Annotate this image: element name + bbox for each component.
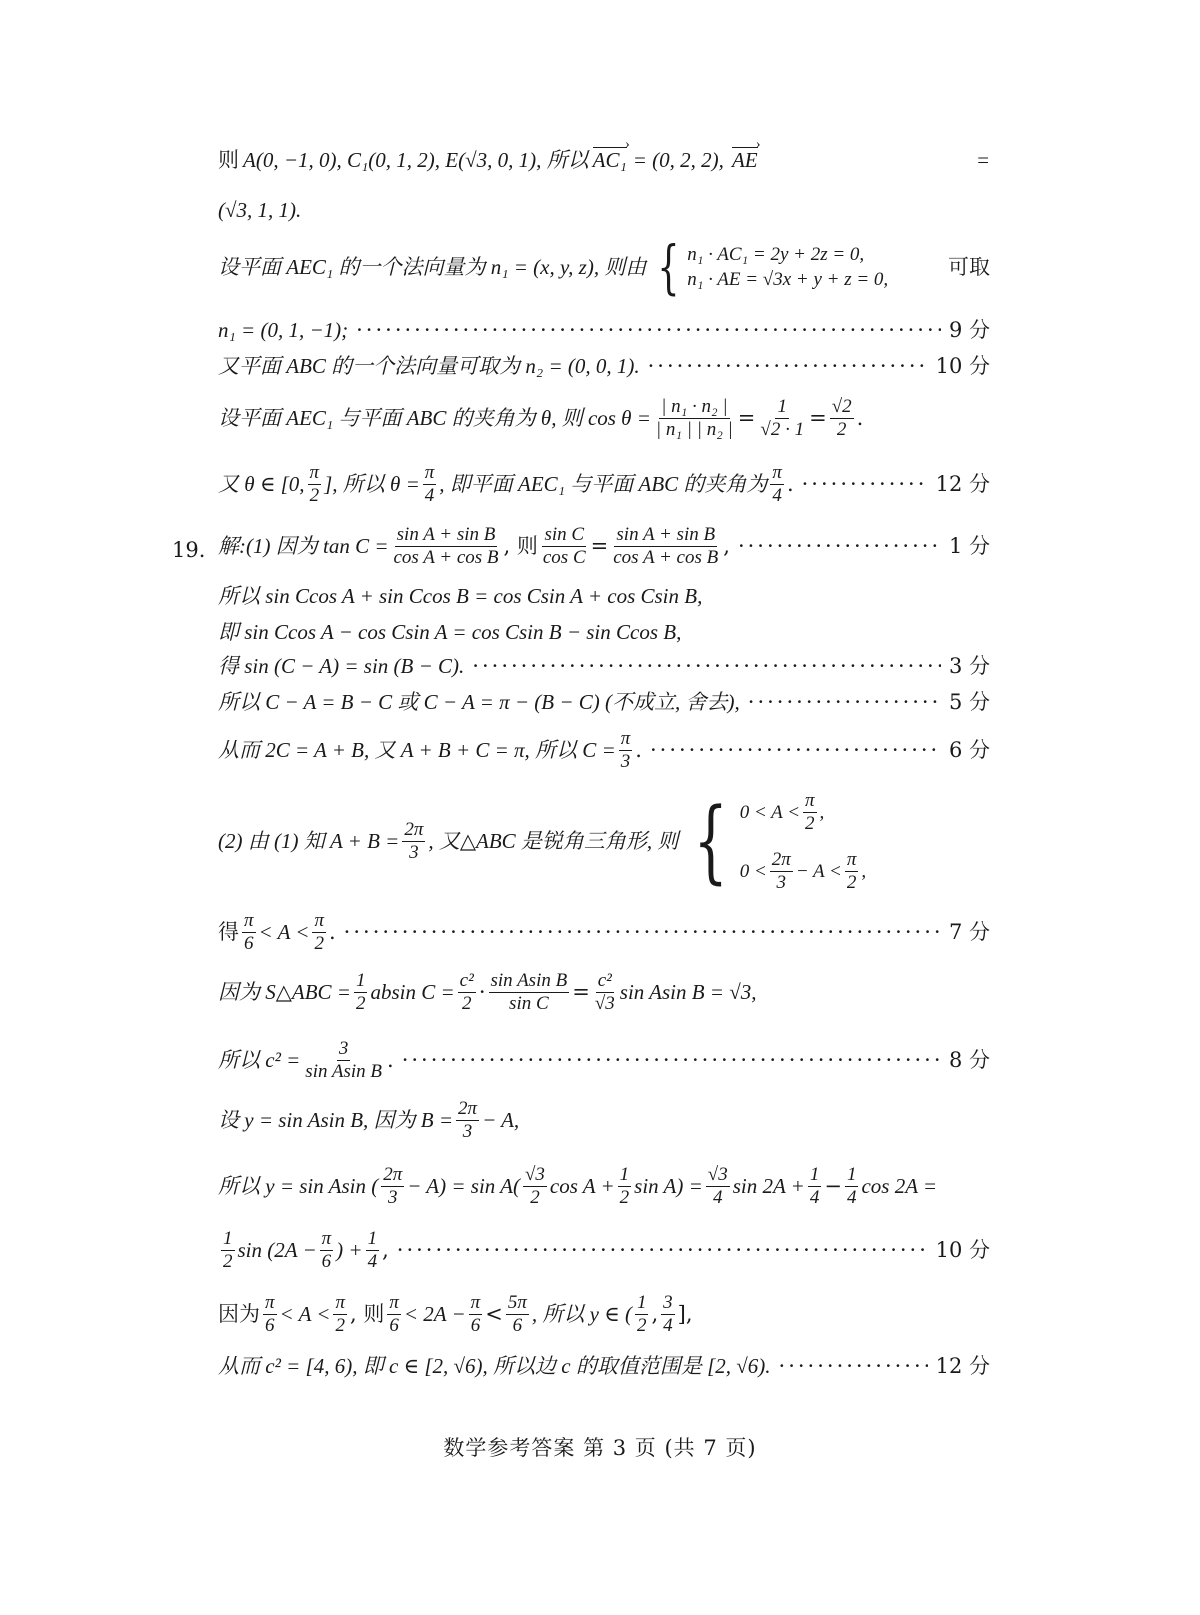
fraction: $\frac{√3}{2}$ [524,1164,545,1208]
fraction: $\frac{1}{4}$ [846,1164,857,1208]
score: 6 分 [948,737,990,762]
text: , [651,1301,659,1326]
text: , 则 [503,533,538,558]
text: 则 [218,148,239,172]
line-19-4 [218,656,990,677]
score: 5 分 [948,690,990,714]
score: 3 分 [948,654,990,678]
fraction: $\frac{2\pi}{3}$ [458,1098,478,1142]
text: sin 2A + [732,1173,805,1198]
text: 所以 y = sin Asin ( [218,1173,379,1198]
page-footer: 数学参考答案 第 3 页 (共 7 页) [443,1436,757,1460]
text: sin Asin B = √3, [619,979,757,1004]
text: − A) = sin A( [407,1173,520,1198]
line-normal-vector [218,233,990,301]
score: 10 分 [935,1237,990,1262]
text: cos A + [549,1173,615,1198]
score: 8 分 [948,1047,990,1072]
line-n1 [218,320,990,341]
inequality-2: 0 < $\frac{2\pi}{3}$ − A < $\frac{\pi}{2}$ , [739,848,867,893]
leader-dots [344,922,941,943]
fraction: $\frac{1}{2}$ [619,1164,630,1208]
inequality-system [682,790,866,893]
fraction: $\frac{\text{c²}}{√3}$ [594,970,615,1014]
line-c-range [218,1356,990,1377]
vector-ac1: AC₁ › [593,150,627,171]
text: cos 2A = [861,1173,938,1198]
text: , 又△ABC 是锐角三角形, 则 [428,829,679,854]
score: 7 分 [948,919,990,944]
fraction: $\frac{2\pi}{3}$ [404,819,424,864]
fraction: $\frac{\text{sin Asin B}}{\text{sin C}}$ [490,970,568,1014]
equals: = [975,148,990,172]
line-set-y [218,1098,990,1143]
text: ], 所以 θ = [324,471,420,496]
fraction: $\frac{\text{sin A + sin B}}{\text{cos A + cos B}}$ [393,524,499,568]
fraction: $\frac{\pi}{4}$ [424,462,435,506]
fraction: $\frac{√2}{2}$ [831,396,852,440]
text: − [824,1173,842,1198]
score: 9 分 [948,318,990,342]
text: 设平面 AEC₁ 的一个法向量为 n₁ = (x, y, z), 则由 [218,254,647,279]
fraction: $\frac{\pi}{2}$ [335,1292,345,1336]
leader-dots [738,536,941,557]
equals: = [809,405,827,430]
fraction: $\frac{1}{2}$ [223,1228,233,1272]
text: 所以 sin Ccos A + sin Ccos B = cos Csin A + cos Csin B, [218,584,703,608]
equation-1: n₁ · AC₁ = 2y + 2z = 0, [687,244,865,265]
line-angle-result: 又 θ ∈ [0, $\frac{\pi}{2}$ ], 所以 θ = $\frac{\pi}{4}$ , 即平面 AEC₁ 与平面 ABC 的夹角为 $\frac{\pi}{4}$ . ····· 12 分 [218,462,990,507]
text: − A, [482,1107,520,1132]
text: 设平面 AEC₁ 与平面 ABC 的夹角为 θ, 则 cos θ = [218,405,651,430]
leader-dots [648,356,928,377]
equation-system [650,233,889,301]
line-cos-theta: 设平面 AEC₁ 与平面 ABC 的夹角为 θ, 则 cos θ = $\frac{\text{| n₁ · n₂ |}}{\text{| n₁ | | n₂ |}}$ = $\frac{1}{√2 \cdot 1}$ = $\frac{√2}{2}$ . [218,396,864,440]
fraction: $\frac{\pi}{4}$ [772,462,782,506]
text: ) + [336,1237,363,1262]
leader-dots [402,1050,941,1071]
line-19-6: 从而 2C = A + B, 又 A + B + C = π, 所以 C = $\frac{\pi}{3}$ . ····· 6 分 [218,728,990,773]
leader-dots [397,1240,928,1261]
text: sin (2A − [237,1237,317,1262]
vector-value: = (0, 2, 2), [632,148,724,172]
line-19-3 [218,622,990,643]
fraction: $\frac{3}{\text{sin Asin B}}$ [305,1038,383,1082]
line-ae-value [218,200,990,221]
line-n2 [218,356,990,377]
score: 12 分 [935,1354,990,1378]
leader-dots [650,740,941,761]
line-19-part2 [218,790,990,893]
text: ], [677,1301,693,1326]
text: 解:(1) 因为 tan C = [218,533,389,558]
text: 得 sin (C − A) = sin (B − C). [218,654,465,678]
line-c-squared: 所以 c² = $\frac{3}{\text{sin Asin B}}$ . ····· 8 分 [218,1038,990,1083]
inequality-1: 0 < A < $\frac{\pi}{2}$ , [739,790,825,834]
fraction: $\frac{\pi}{6}$ [244,910,254,954]
equals: = [572,979,590,1004]
fraction: $\frac{\text{sin A + sin B}}{\text{cos A + cos B}}$ [613,524,719,568]
line-y-range [218,1292,990,1337]
text: 从而 2C = A + B, 又 A + B + C = π, 所以 C = [218,737,616,762]
fraction: $\frac{\pi}{6}$ [389,1292,399,1336]
line-area [218,970,990,1015]
line-19-2 [218,586,990,607]
fraction: $\frac{1}{2}$ [355,970,366,1014]
line-coordinates [218,150,990,171]
text: sin A) = [634,1173,703,1198]
question-number: 19. [172,538,206,562]
leader-dots [748,692,941,713]
text: 所以 c² = [218,1047,301,1072]
fraction: $\frac{\pi}{3}$ [620,728,631,772]
fraction: $\frac{\pi}{6}$ [470,1292,481,1336]
vector-value: (√3, 1, 1). [218,198,302,222]
text: < A < [258,919,310,944]
fraction: $\frac{1}{√2 \cdot 1}$ [760,396,805,440]
text: 所以 C − A = B − C 或 C − A = π − (B − C) (不成立, 舍去), [218,690,740,714]
score: 10 分 [935,354,990,378]
text: 得 [218,919,239,944]
text: , 所以 y ∈ ( [531,1301,632,1326]
fraction: $\frac{\pi}{6}$ [265,1292,275,1336]
text: 又平面 ABC 的一个法向量可取为 n₂ = (0, 0, 1). [218,354,640,378]
fraction: $\frac{\pi}{6}$ [321,1228,332,1272]
score: 1 分 [948,533,990,558]
fraction: $\frac{1}{4}$ [367,1228,378,1272]
equals: = [737,405,756,430]
fraction: $\frac{\pi}{2}$ [314,910,324,954]
coordinates-text: A(0, −1, 0), C₁(0, 1, 2), E(√3, 0, 1), 所以 [243,148,589,172]
leader-dots [472,656,941,677]
text: absin C = [370,979,455,1004]
equals: = [590,533,609,558]
text: , 即平面 AEC₁ 与平面 ABC 的夹角为 [439,471,768,496]
text: n₁ = (0, 1, −1); [218,318,349,342]
line-y-expand [218,1164,990,1209]
line-y-simplified: $\frac{1}{2}$ sin (2A − $\frac{\pi}{6}$ ) + $\frac{1}{4}$ , ····· 10 分 [218,1228,990,1273]
text: · [478,979,486,1004]
fraction: $\frac{5\pi}{6}$ [507,1292,527,1336]
fraction: $\frac{1}{4}$ [809,1164,820,1208]
text: 从而 c² = [4, 6), 即 c ∈ [2, √6), 所以边 c 的取值范围是 [2, √6). [218,1354,771,1378]
leader-dots [802,474,928,495]
line-range-a: 得 $\frac{\pi}{6}$ < A < $\frac{\pi}{2}$ . ····· 7 分 [218,910,990,955]
fraction: $\frac{\text{| n₁ · n₂ |}}{\text{| n₁ | | n₂ |}}$ [655,396,733,440]
fraction: $\frac{2\pi}{3}$ [383,1164,403,1208]
fraction: $\frac{\text{sin C}}{\text{cos C}}$ [542,524,586,568]
brace-icon: { [657,233,680,301]
text: (2) 由 (1) 知 A + B = [218,829,400,854]
score: 12 分 [935,471,990,496]
text: < [485,1301,503,1326]
text: < 2A − [403,1301,466,1326]
fraction: $\frac{1}{2}$ [636,1292,647,1336]
line-19-1: 解:(1) 因为 tan C = $\frac{\text{sin A + sin B}}{\text{cos A + cos B}}$ , 则 $\frac{\text{sin C}}{\text{cos C}}$ = $\frac{\text{sin A + sin B}}{\text{cos A + cos B}}$ , ····· 1 分 [218,524,990,569]
text: 又 θ ∈ [0, [218,471,305,496]
fraction: $\frac{√3}{4}$ [707,1164,728,1208]
line-19-5 [218,692,990,713]
fraction: $\frac{\pi}{2}$ [309,462,320,506]
fraction: $\frac{3}{4}$ [663,1292,673,1336]
text: 因为 S△ABC = [218,979,351,1004]
leader-dots [779,1356,928,1377]
text: 设 y = sin Asin B, 因为 B = [218,1107,454,1132]
vector-ae: AE › [732,150,758,171]
fraction: $\frac{\text{c²}}{2}$ [459,970,474,1014]
text: 可取 [948,254,990,279]
text: < A < [279,1301,331,1326]
leader-dots [356,320,941,341]
text: 因为 [218,1301,260,1326]
equation-2: n₁ · AE = √3x + y + z = 0, [687,269,889,290]
text: , 则 [349,1301,385,1326]
text: 即 sin Ccos A − cos Csin A = cos Csin B − sin Ccos B, [218,620,682,644]
brace-icon: { [693,788,729,894]
